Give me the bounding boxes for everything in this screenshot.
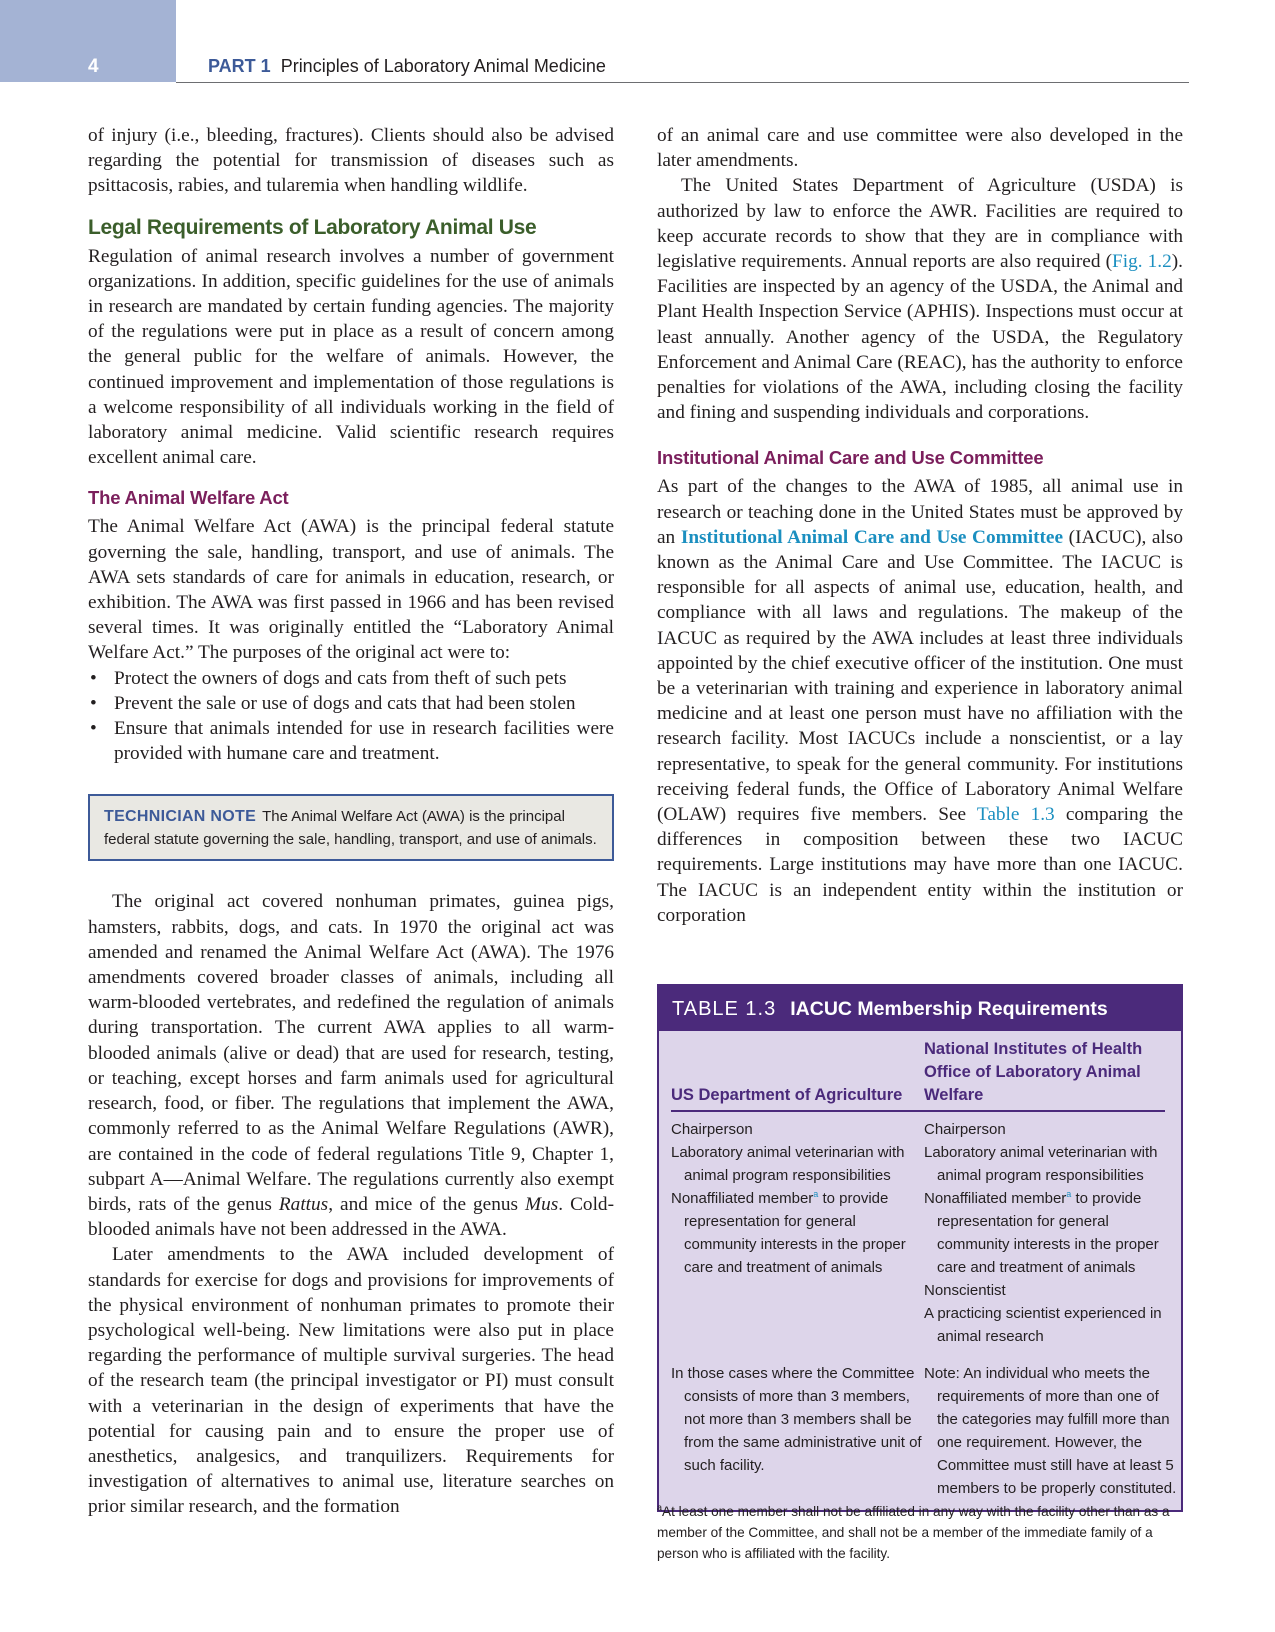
paragraph-original-act [88,889,614,1242]
text-run: , and mice of the genus [328,1193,526,1215]
part-title: Principles of Laboratory Animal Medicine [280,56,606,76]
text-run: The original act covered nonhuman primates, guinea pigs, hamsters, rabbits, dogs, and cats. In 1970 the original act was amended and renamed the Animal Welfare Act (AWA). The 1976 amendments covered broader classes of animals, including all warm-blooded vertebrates, and redefined the regulation of animals during transportation. The current AWA applies to all warm-blooded animals (alive or dead) that are used for research, testing, or teaching, except horses and farm animals used for agricultural research, food, or fiber. The regulations that implement the AWA, commonly referred to as the Animal Welfare Regulations (AWR), are contained in the code of federal regulations Title 9, Chapter 1, subpart A—Animal Welfare. The regulations currently also exempt birds, rats of the genus [88,891,614,1215]
usda-note [671,1348,924,1500]
technician-note-text: The Animal Welfare Act (AWA) is the principal federal statute governing the sale, handling, transport, and use of animals. [104,808,597,849]
part-label: PART 1 [208,56,271,76]
table-cell: Chairperson [924,1121,1006,1138]
paragraph-awa: The Animal Welfare Act (AWA) is the principal federal statute governing the sale, handling, transport, and use of animals. The AWA sets standards of care for animals in education, research, or exhibition. The AWA was first passed in 1966 and has been revised several times. It was originally entitled the “Laboratory Animal Welfare Act.” The purposes of the original act were to: [88,516,614,664]
table-title: IACUC Membership Requirements [790,998,1108,1020]
table-title-bar [659,986,1181,1031]
text-run: As part of the changes to the AWA of 1985, all animal use in research or teaching done in the United States must be approved by an [657,476,1183,548]
text-run: ). Facilities are inspected by an agency of the USDA, the Animal and Plant Health Inspection Service (APHIS). Inspections must occur at least annually. Another agency of the USDA, the Regulatory Enforcement and Animal Care (REAC), has the authority to enforce penalties for violations of the AWA, including closing the facility and fining and suspending individuals and corporations. [657,251,1184,424]
glossary-term-link[interactable]: Institutional Animal Care and Use Committee [680,526,1064,548]
paragraph-usda [657,173,1183,425]
list-item: • Ensure that animals intended for use in research facilities were provided with humane care and treatment. [88,716,614,766]
genus-rattus: Rattus [278,1193,329,1215]
figure-link[interactable]: Fig. 1.2 [1112,251,1172,273]
column-header-nih-olaw: National Institutes of Health Office of Laboratory Animal Welfare [924,1031,1165,1112]
table-note: Note: An individual who meets the requirements of more than one of the categories may fulfill more than one requirement. However, the Committee must still have at least 5 members to be properly constituted. [924,1365,1177,1497]
text-run: to provide representation for general community interests in the proper care and treatment of animals [937,1190,1159,1276]
footnote-mark: a [657,1502,663,1513]
footnote-marker: a [813,1189,819,1199]
paragraph-intro: of injury (i.e., bleeding, fractures). Clients should also be advised regarding the potential for transmission of diseases such as psittacosis, rabies, and tularemia when handling wildlife. [88,125,614,197]
text-run: comparing the differences in composition between these two IACUC requirements. Large institutions may have more than one IACUC. The IACUC is an independent entity within the institution or corporation [657,804,1183,926]
text-run: (IACUC), also known as the Animal Care and Use Committee. The IACUC is responsible for all aspects of animal use, education, health, and compliance with all laws and regulations. The makeup of the IACUC as required by the AWA includes at least three individuals appointed by the chief executive officer of the institution. One must be a veterinarian with training and experience in laboratory animal medicine and at least one person must have no affiliation with the research facility. Most IACUCs include a nonscientist, or a lay representative, to speak for the general community. For institutions receiving federal funds, the Office of Laboratory Animal Welfare (OLAW) requires five members. See [657,526,1183,826]
table-body [657,1031,1181,1513]
list-item: • Protect the owners of dogs and cats from theft of such pets [88,666,614,691]
usda-requirements [671,1112,924,1348]
text-run: Nonaffiliated member [924,1190,1067,1207]
table-cell: Nonscientist [924,1282,1006,1299]
left-column [88,123,614,1520]
table-link[interactable]: Table 1.3 [976,804,1055,826]
table-note: In those cases where the Committee consists of more than 3 members, not more than 3 members shall be from the same administrative unit of such facility. [671,1365,922,1474]
footnote-marker: a [1066,1189,1072,1199]
genus-mus: Mus [525,1193,559,1215]
right-column [657,123,1183,928]
table-cell: Laboratory animal veterinarian with animal program responsibilities [924,1144,1158,1184]
heading-legal-requirements: Legal Requirements of Laboratory Animal Use [88,215,537,239]
running-head [208,56,606,77]
table-cell: Chairperson [671,1121,753,1138]
heading-iacuc: Institutional Animal Care and Use Committee [657,447,1044,469]
purposes-list [88,666,614,767]
nih-olaw-note [924,1348,1177,1500]
page-number: 4 [88,56,99,77]
nih-olaw-requirements [924,1112,1177,1348]
iacuc-membership-table [657,984,1183,1512]
text-run: The United States Department of Agriculture (USDA) is authorized by law to enforce the AWR. Facilities are required to keep accurate records to show that they are in compliance with legislative requirements. Annual reports are also required ( [657,175,1183,273]
heading-animal-welfare-act: The Animal Welfare Act [88,487,289,509]
paragraph-continuation: of an animal care and use committee were also developed in the later amendments. [657,125,1183,172]
paragraph-iacuc [657,474,1183,928]
table-cell: A practicing scientist experienced in animal research [924,1305,1162,1345]
table-number: TABLE 1.3 [672,998,777,1020]
text-run: Nonaffiliated member [671,1190,814,1207]
technician-note-box [88,794,614,861]
column-header-usda: US Department of Agriculture [671,1031,924,1112]
table-cell [671,1187,924,1279]
paragraph-later-amendments: Later amendments to the AWA included development of standards for exercise for dogs and provisions for improvements of the physical environment of nonhuman primates to promote their psychological well-being. New limitations were also put in place regarding the performance of multiple survival surgeries. The head of the research team (the principal investigator or PI) must consult with a veterinarian in the design of experiments that have the potential for causing pain and to ensure the proper use of anesthetics, analgesics, and tranquilizers. Requirements for investigation of alternatives to animal use, literature searches on prior similar research, and the formation [88,1244,614,1518]
paragraph-legal: Regulation of animal research involves a number of government organizations. In addition, specific guidelines for the use of animals in research are mandated by certain funding agencies. The majority of the regulations were put in place as a result of concern among the general public for the welfare of animals. However, the continued improvement and implementation of those regulations is a welcome responsibility of all individuals working in the field of laboratory animal medicine. Valid scientific research requires excellent animal care. [88,245,614,469]
list-item: • Prevent the sale or use of dogs and cats that had been stolen [88,691,614,716]
table-cell: Laboratory animal veterinarian with animal program responsibilities [671,1144,905,1184]
header-divider [176,82,1189,83]
text-run: . Cold-blooded animals have not been addressed in the AWA. [88,1193,614,1241]
table-cell [924,1187,1177,1279]
technician-note-label: TECHNICIAN NOTE [104,808,257,826]
table-footnote [657,1501,1183,1564]
text-run: to provide representation for general community interests in the proper care and treatment of animals [684,1190,906,1276]
footnote-text: At least one member shall not be affiliated in any way with the facility other than as a member of the Committee, and shall not be a member of the immediate family of a person who is affiliated with the facility. [657,1504,1170,1561]
